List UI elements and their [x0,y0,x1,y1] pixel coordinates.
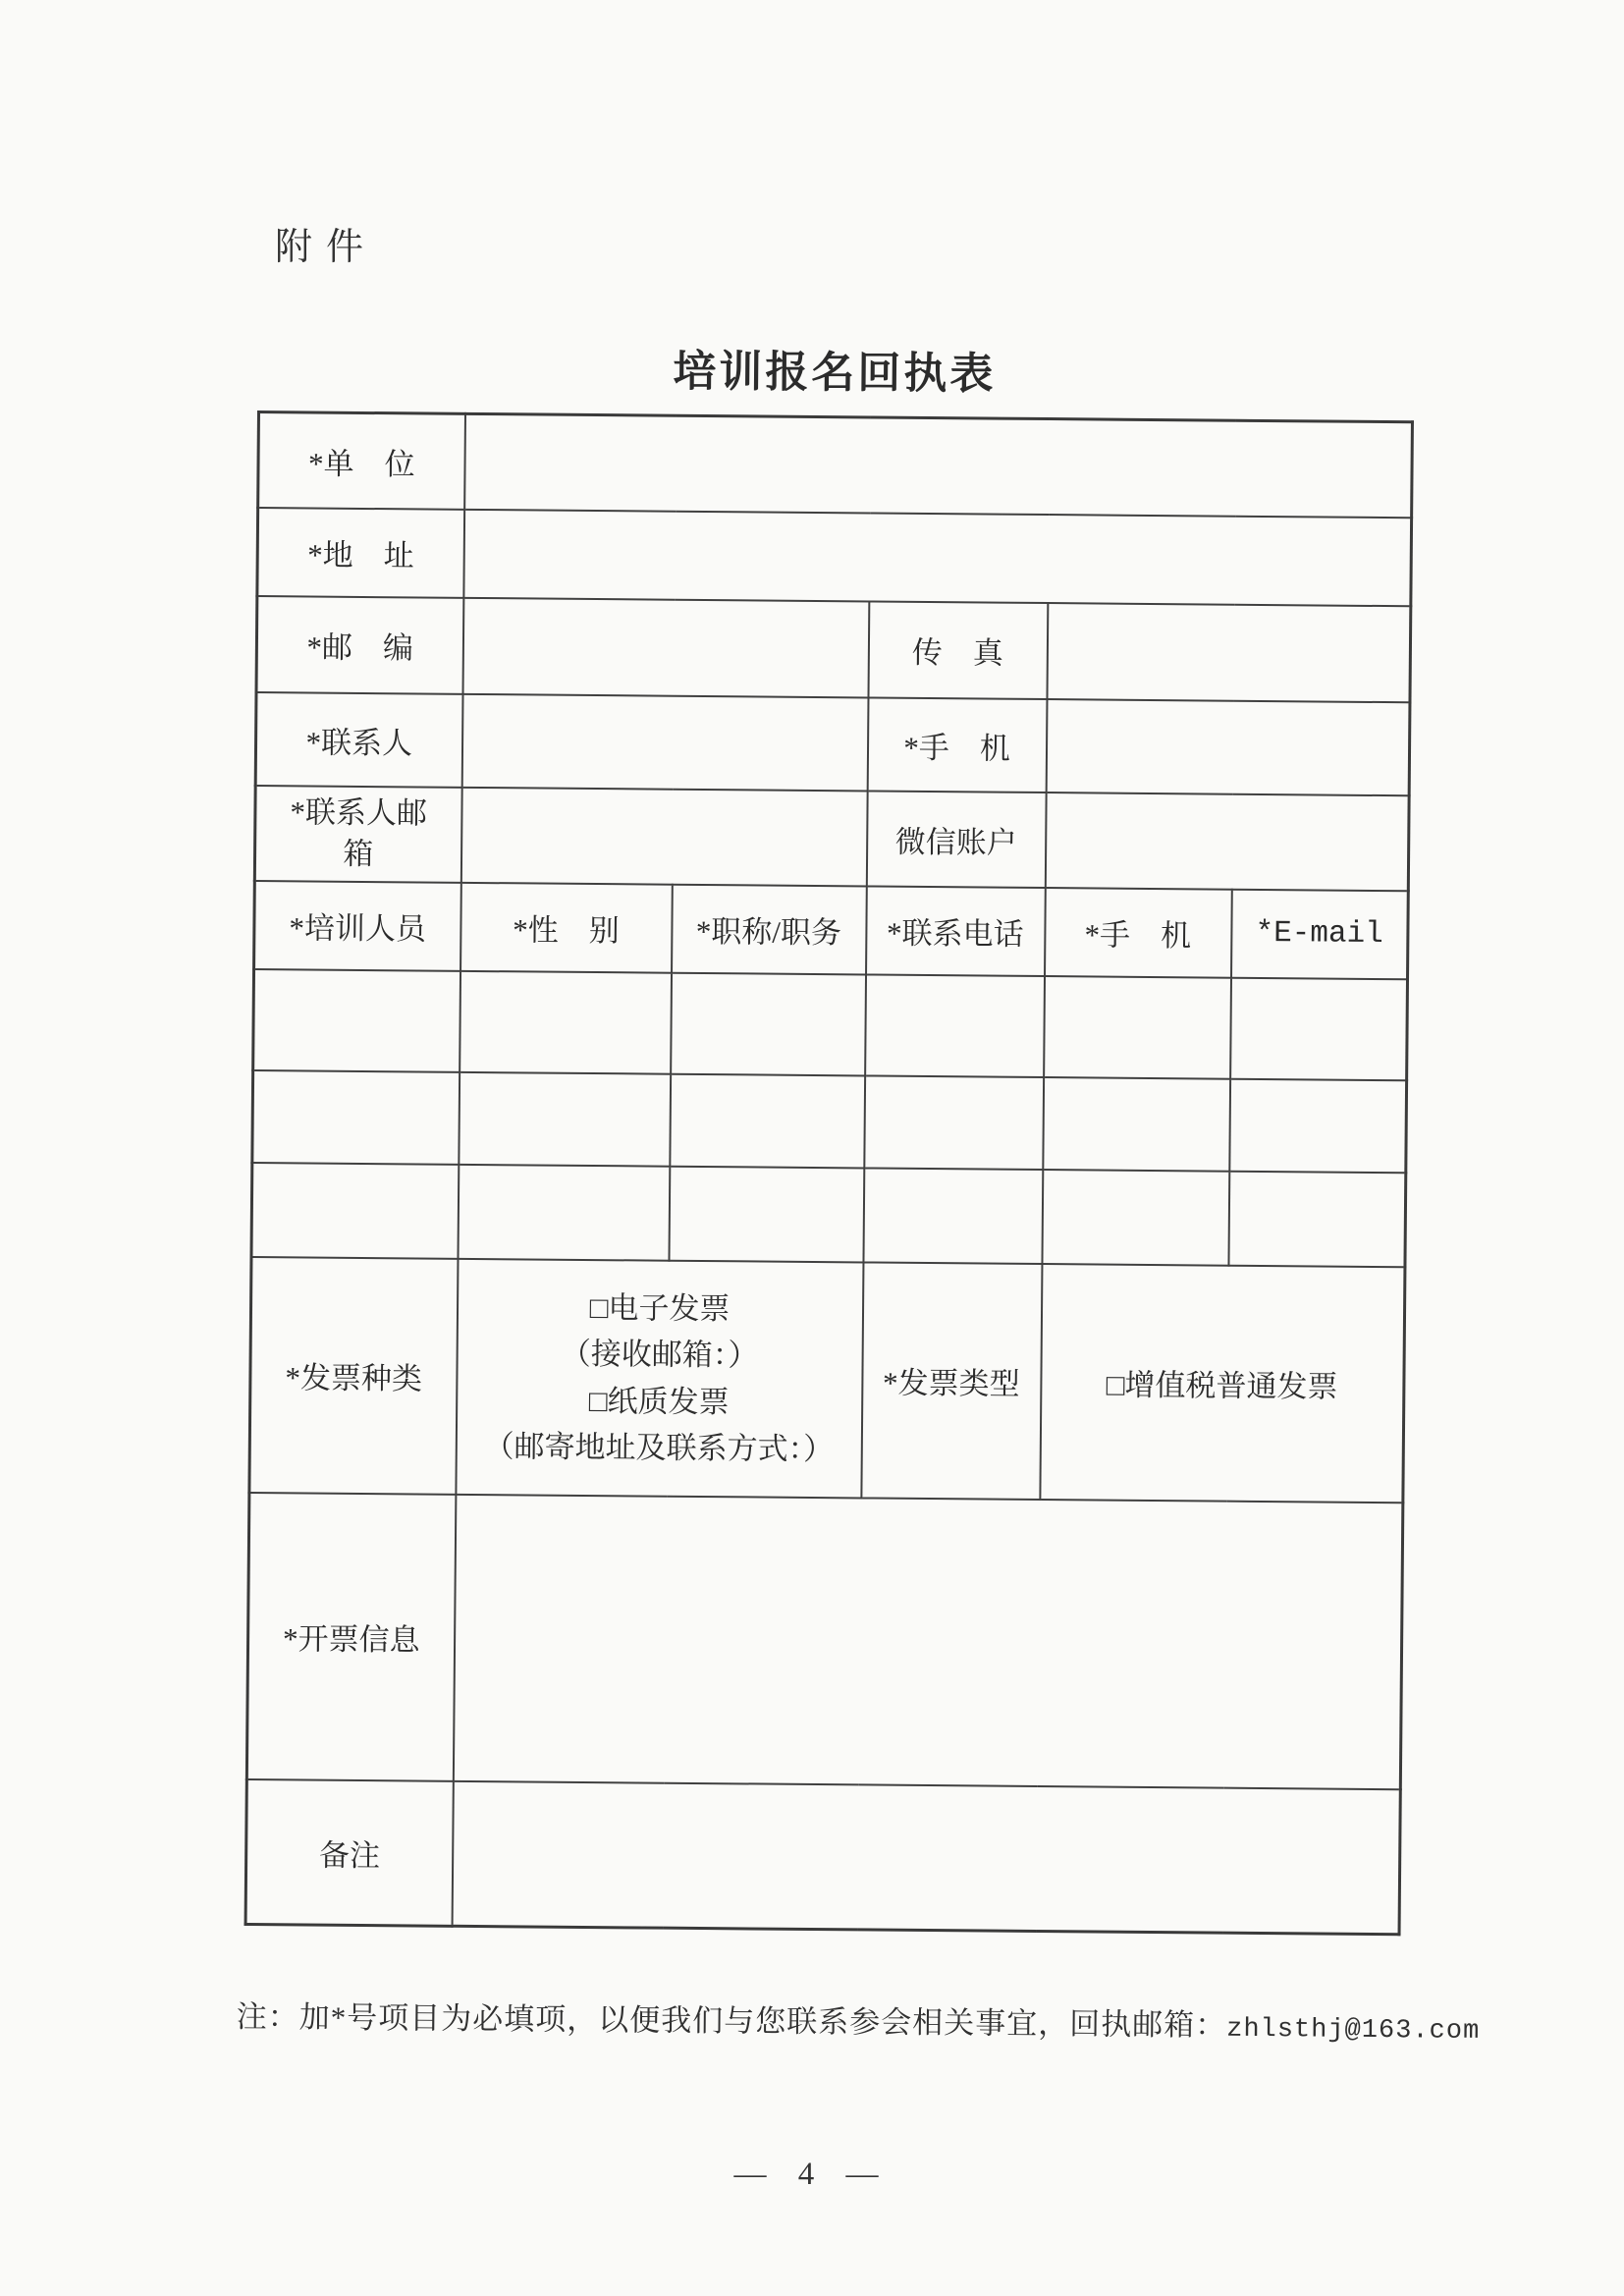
remarks-value-cell [452,1780,1400,1934]
personnel-col-mobile: *手 机 [1045,888,1232,978]
personnel-col-trainee: *培训人员 [254,881,461,971]
personnel-col-email: *E-mail [1231,889,1409,979]
contact-email-label [254,786,461,883]
contact-value-cell [461,693,868,791]
row-unit [258,412,1413,518]
invoice-kind-label: *发票种类 [249,1256,458,1494]
personnel-empty-cell [252,1070,460,1165]
personnel-empty-cell [670,1073,865,1168]
row-invoice-kind [249,1256,1405,1502]
footer-note [237,1992,1513,2047]
wechat-label: 微信账户 [866,791,1046,888]
personnel-col-gender: *性 别 [460,882,673,972]
postcode-label: *邮 编 [256,596,463,694]
contact-email-value-cell [460,787,867,886]
invoice-option-paper-address-hint: （邮寄地址及联系方式：） [483,1428,835,1466]
attachment-label: 附件 [275,227,378,268]
row-contact-mobile [255,692,1410,795]
contact-email-label-text: *联系人邮箱 [290,794,428,872]
row-personnel-header [254,881,1409,979]
personnel-empty-cell [253,969,460,1072]
personnel-empty-cell [459,1071,671,1166]
row-personnel-entry-2 [252,1070,1407,1173]
personnel-empty-cell [671,972,866,1075]
address-label: *地 址 [257,508,464,598]
footer-note-email: zhlsthj@163.com [1226,2014,1481,2047]
remarks-label: 备注 [245,1778,453,1926]
personnel-empty-cell [863,1168,1043,1264]
personnel-col-phone: *联系电话 [866,886,1046,976]
fax-label: 传 真 [868,601,1048,699]
wechat-value-cell [1045,793,1409,891]
personnel-empty-cell [864,1075,1044,1170]
page-number: — 4 — [733,2157,891,2192]
personnel-empty-cell [460,970,672,1073]
row-contact-email-wechat [254,786,1409,891]
personnel-empty-cell [251,1163,459,1259]
billing-info-label: *开票信息 [246,1492,456,1780]
mobile-value-cell [1046,699,1410,795]
row-personnel-entry-1 [253,969,1408,1080]
invoice-option-electronic-email-hint: （接收邮箱：） [560,1337,759,1373]
personnel-empty-cell [1043,1077,1230,1172]
personnel-col-position: *职称/职务 [672,884,867,974]
row-remarks [245,1778,1400,1934]
unit-label: *单 位 [258,412,465,510]
invoice-kind-options-cell [456,1258,863,1498]
row-personnel-entry-3 [251,1163,1406,1267]
unit-value-cell [464,413,1413,517]
personnel-empty-cell [865,974,1045,1077]
invoice-type-option: □增值税普通发票 [1040,1264,1405,1503]
row-postcode-fax [256,596,1411,702]
registration-form-table [244,410,1414,1936]
personnel-empty-cell [1044,976,1231,1079]
form-title: 培训报名回执表 [673,347,997,399]
invoice-option-paper: □纸质发票 [588,1383,730,1419]
fax-value-cell [1047,603,1411,702]
personnel-empty-cell [458,1164,670,1260]
row-address [257,508,1412,606]
personnel-empty-cell [1229,1078,1407,1173]
contact-label: *联系人 [255,692,462,788]
footer-note-text: 注：加*号项目为必填项，以便我们与您联系参会相关事宜，回执邮箱： [236,1998,1227,2043]
personnel-empty-cell [669,1166,864,1262]
postcode-value-cell [462,597,869,697]
personnel-empty-cell [1230,977,1408,1080]
personnel-empty-cell [1042,1170,1229,1266]
invoice-type-label: *发票类型 [861,1262,1042,1500]
billing-info-value-cell [453,1494,1403,1788]
address-value-cell [463,509,1412,605]
personnel-empty-cell [1228,1171,1406,1267]
row-billing-info [246,1492,1403,1788]
invoice-option-electronic: □电子发票 [589,1290,731,1327]
mobile-label: *手 机 [867,697,1047,793]
